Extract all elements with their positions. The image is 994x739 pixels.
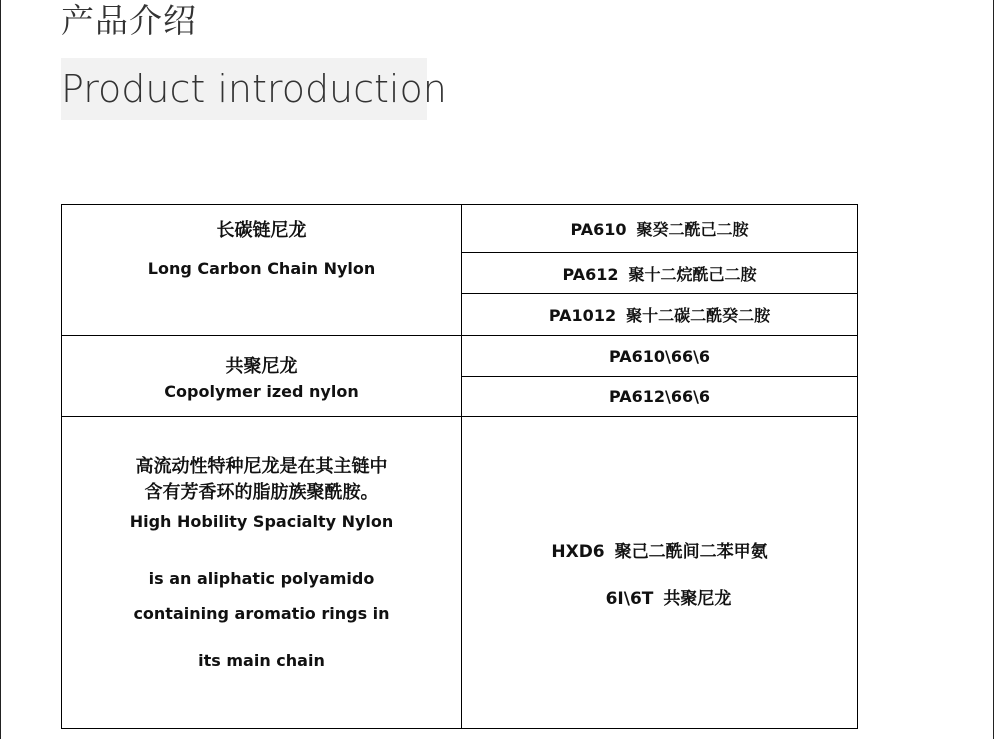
product-code: PA610\66\6 [608, 346, 711, 366]
product-line-1 [462, 537, 857, 562]
product-cell [462, 253, 858, 294]
product-cell [462, 377, 858, 417]
category-cell-copolymer [62, 336, 462, 417]
product-table [61, 204, 858, 729]
category-desc-cn-line2: 含有芳香环的脂肪族聚酰胺。 [144, 482, 379, 503]
category-name-cn: 共聚尼龙 [225, 355, 298, 377]
product-cell [462, 417, 858, 729]
category-desc-en-line2: is an aliphatic polyamido [148, 569, 375, 588]
product-code: PA1012 [548, 306, 617, 326]
product-name: 共聚尼龙 [663, 588, 732, 609]
page-title-en: Product introduction [61, 67, 447, 111]
product-code: HXD6 [551, 541, 605, 562]
category-desc-en-line1: High Hobility Spacialty Nylon [129, 512, 394, 531]
table-row [62, 336, 858, 377]
product-code: PA610 [570, 220, 627, 240]
product-line-2 [462, 584, 857, 609]
category-desc-en-line3: containing aromatio rings in [133, 604, 390, 623]
category-cell-long-carbon [62, 205, 462, 336]
product-name: 聚十二烷酰己二胺 [628, 264, 757, 284]
product-cell [462, 294, 858, 336]
product-cell [462, 336, 858, 377]
category-desc-cn-line1: 高流动性特种尼龙是在其主链中 [135, 456, 388, 477]
category-name-en: Long Carbon Chain Nylon [147, 259, 376, 278]
category-cell-high-mobility [62, 417, 462, 729]
product-code: PA612 [562, 264, 619, 284]
category-name-en: Copolymer ized nylon [164, 381, 359, 401]
page-title-cn: 产品介绍 [61, 1, 197, 40]
product-code: PA612\66\6 [608, 387, 711, 406]
category-desc-en-line4: its main chain [198, 651, 325, 670]
product-name: 聚十二碳二酰癸二胺 [626, 306, 771, 326]
product-name: 聚癸二酰己二胺 [636, 220, 749, 240]
product-cell [462, 205, 858, 253]
product-name: 聚己二酰间二苯甲氨 [614, 541, 768, 562]
product-code: 6I\6T [605, 588, 654, 609]
table-row [62, 417, 858, 729]
category-name-cn: 长碳链尼龙 [216, 220, 307, 241]
table-row [62, 205, 858, 253]
